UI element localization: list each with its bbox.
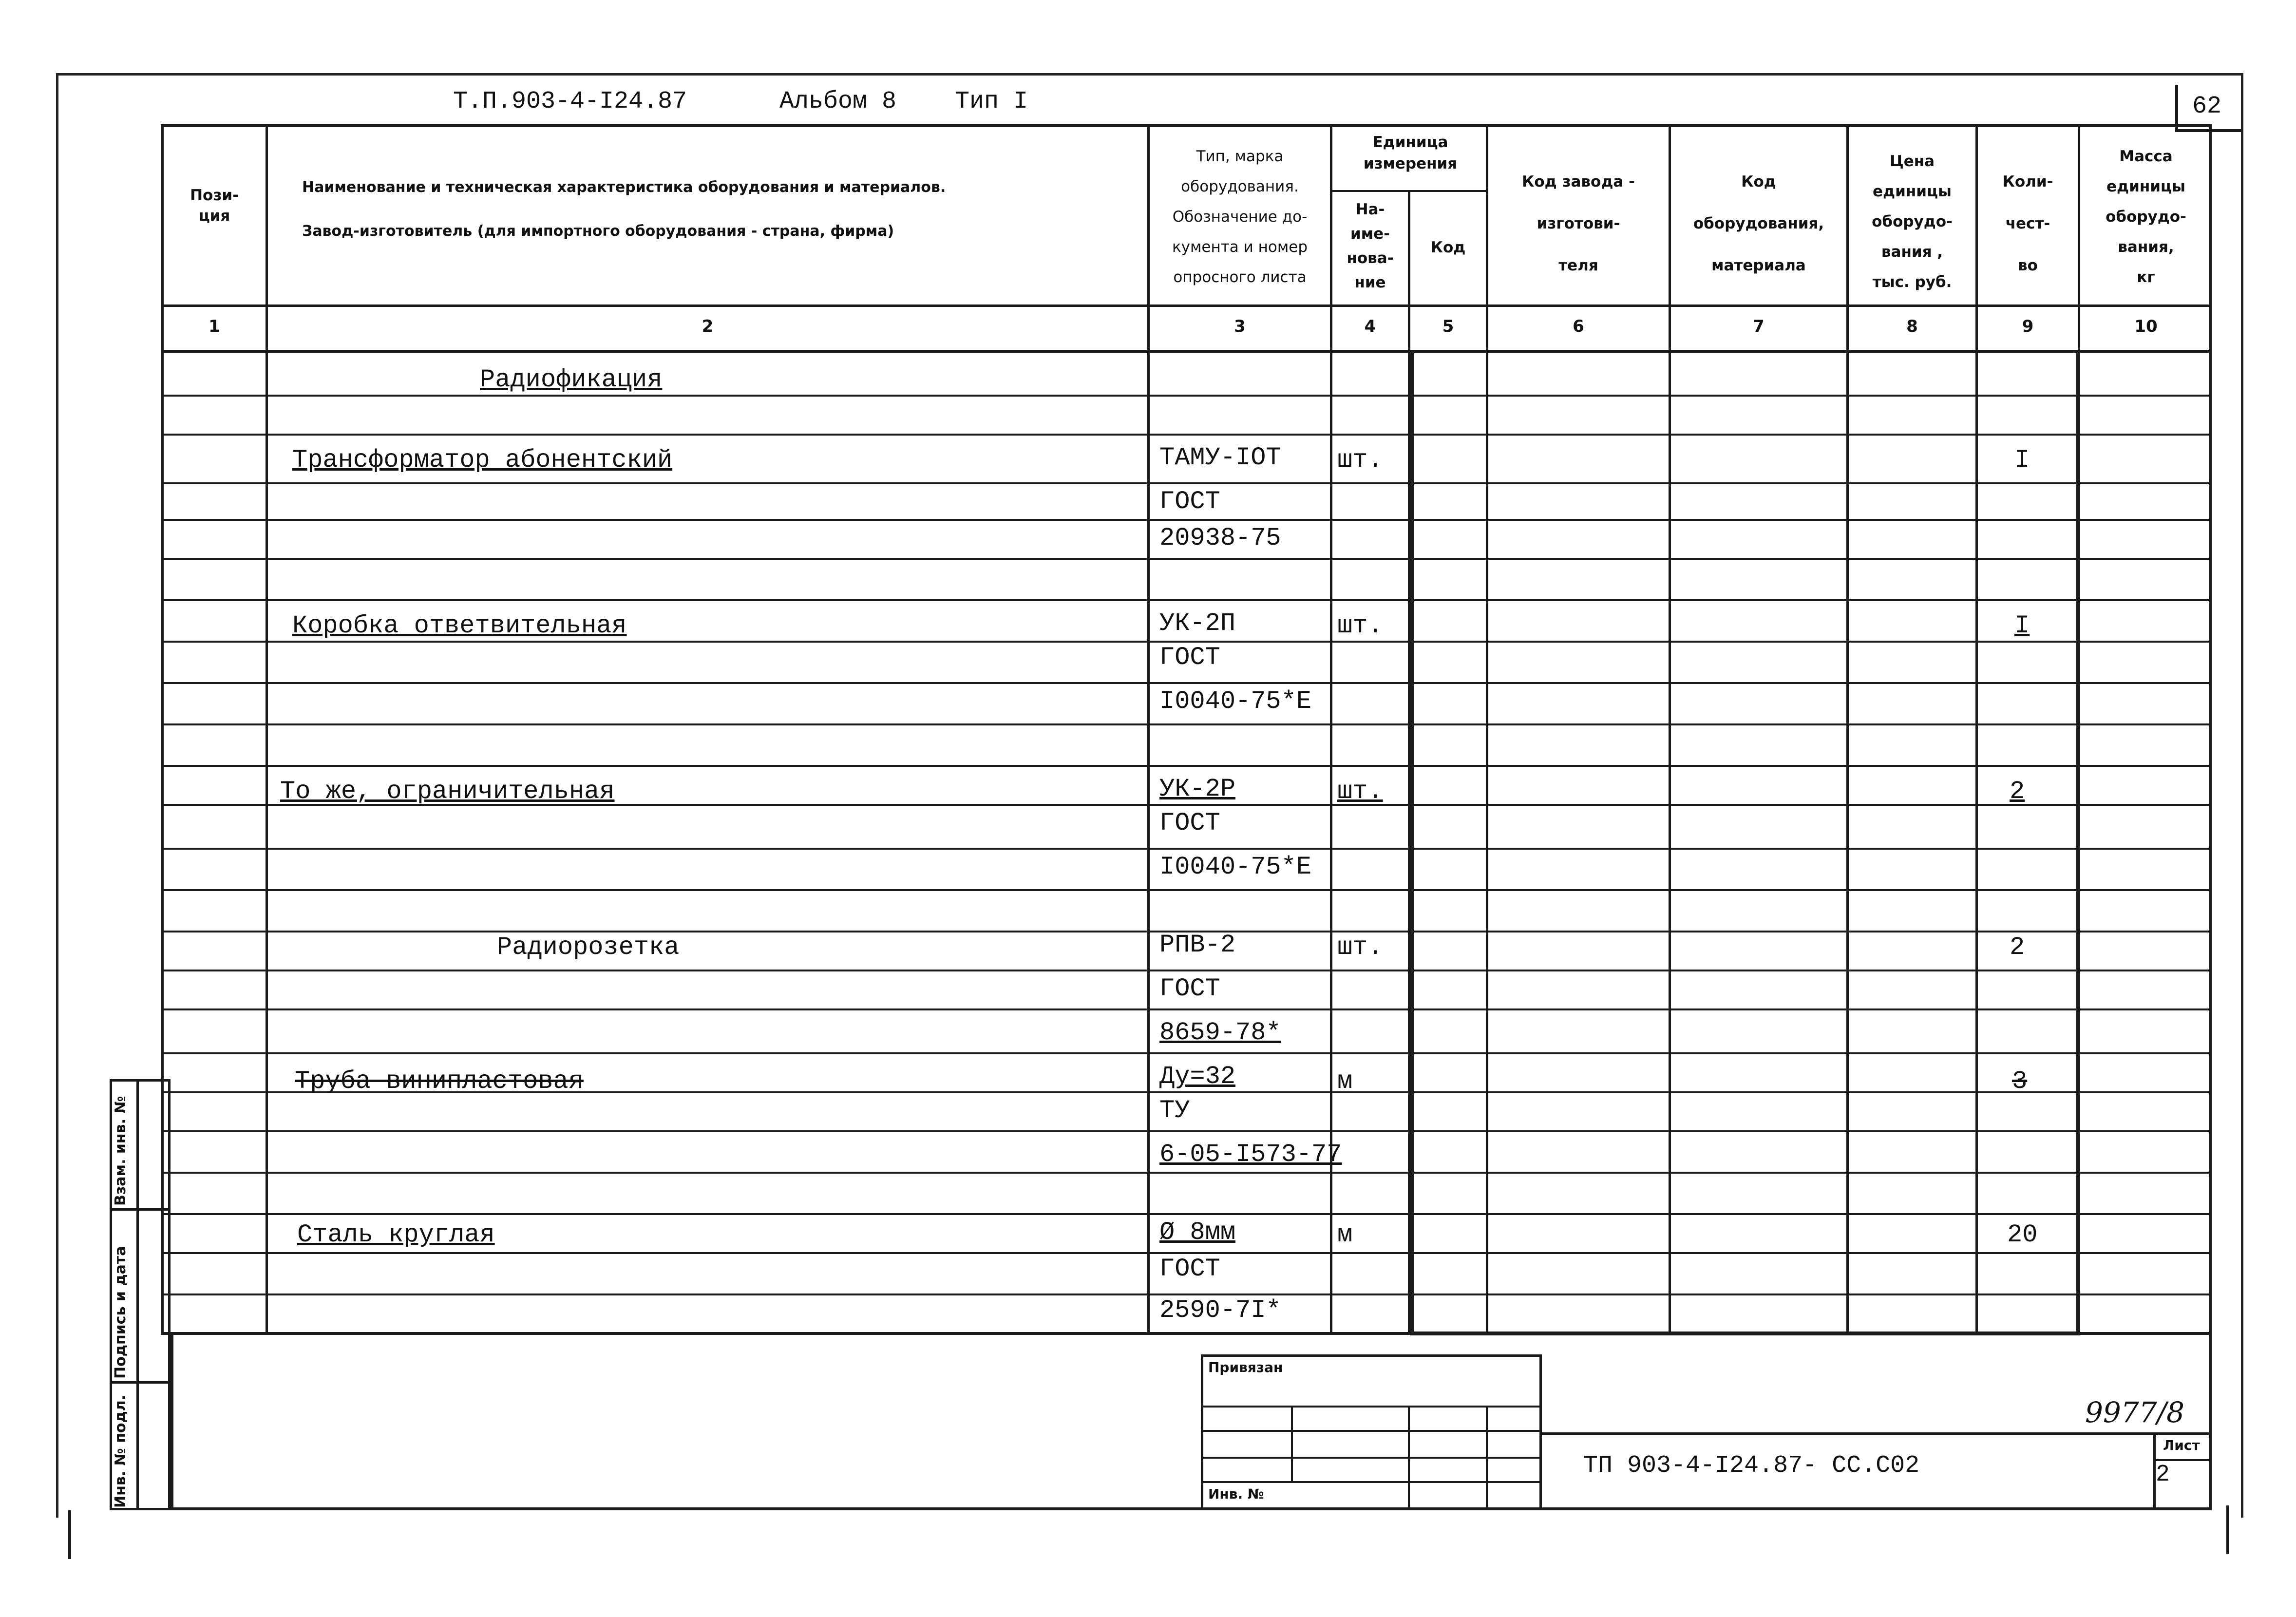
item-unit: м	[1337, 1067, 1353, 1096]
colnum-2: 2	[702, 317, 714, 336]
colnum-3: 3	[1234, 317, 1246, 336]
item-type-std: ГОСТ	[1159, 1255, 1220, 1283]
item-type-std: ГОСТ	[1159, 809, 1220, 837]
hdr-mass: Масса единицы оборудо- вания, кг	[2106, 148, 2186, 286]
item-name: Радиорозетка	[497, 933, 680, 962]
item-qty: I	[2014, 611, 2030, 640]
item-unit: шт.	[1337, 777, 1383, 806]
type-label: Тип I	[955, 88, 1028, 115]
colnum-4: 4	[1364, 317, 1376, 336]
item-type-num: 6-05-I573-77	[1159, 1140, 1342, 1169]
item-name: Сталь круглая	[297, 1220, 495, 1249]
hdr-name: Наименование и техническая характеристика оборудования и материалов. Завод-изготовитель (для импортного оборудования - страна, фирма)	[302, 179, 946, 240]
bottom-stamp-frame	[171, 1335, 2212, 1510]
colnum-7: 7	[1753, 317, 1765, 336]
item-name: Труба винипластовая	[295, 1067, 584, 1096]
hdr-unit-code: Код	[1430, 239, 1466, 256]
colnum-1: 1	[209, 317, 220, 336]
item-qty: I	[2014, 446, 2030, 475]
sheet-label: Лист	[2163, 1437, 2200, 1453]
hdr-unit-group: Единица измерения	[1363, 133, 1458, 172]
colnum-6: 6	[1573, 317, 1584, 336]
hdr-price: Цена единицы оборудо- вания , тыс. руб.	[1872, 152, 1953, 291]
side-label-replace-inv: Взам. инв. №	[112, 1096, 129, 1206]
item-unit: шт.	[1337, 933, 1383, 962]
item-unit: шт.	[1337, 611, 1383, 640]
page-number: 62	[2192, 93, 2222, 120]
item-name: Коробка ответвительная	[292, 611, 627, 640]
item-type: УК-2Р	[1159, 775, 1236, 803]
item-type: УК-2П	[1159, 609, 1236, 638]
item-type: Ду=32	[1159, 1062, 1236, 1091]
item-name: То же, ограничительная	[280, 777, 615, 806]
item-type: РПВ-2	[1159, 931, 1236, 959]
item-type-num: 8659-78*	[1159, 1018, 1281, 1047]
hdr-type: Тип, марка оборудования. Обозначение до- кумента и номер опросного листа	[1172, 148, 1308, 286]
handwritten-code: 9977/8	[2085, 1396, 2185, 1429]
album-label: Альбом 8	[779, 88, 897, 115]
colnum-9: 9	[2022, 317, 2034, 336]
item-type: ТАМУ-IОТ	[1159, 443, 1281, 472]
hdr-equipment-code: Код оборудования, материала	[1693, 173, 1824, 274]
item-unit: шт.	[1337, 446, 1383, 475]
colnum-5: 5	[1442, 317, 1454, 336]
item-unit: м	[1337, 1220, 1353, 1249]
item-qty: 3	[2012, 1067, 2028, 1096]
item-qty: 20	[2007, 1220, 2038, 1249]
item-type: Ø 8мм	[1159, 1218, 1236, 1247]
inv-no-label: Инв. №	[1208, 1486, 1264, 1502]
item-type-num: 20938-75	[1159, 524, 1281, 552]
item-name: Трансформатор абонентский	[292, 446, 673, 475]
hdr-factory-code: Код завода - изготови- теля	[1522, 173, 1635, 274]
project-code: Т.П.903-4-I24.87	[453, 88, 687, 115]
item-type-std: ГОСТ	[1159, 643, 1220, 672]
colnum-10: 10	[2134, 317, 2158, 336]
side-label-inv-original: Инв. № подл.	[112, 1394, 129, 1508]
item-type-num: I0040-75*Е	[1159, 853, 1312, 881]
colnum-8: 8	[1906, 317, 1918, 336]
item-type-std: ГОСТ	[1159, 487, 1220, 516]
document-code: ТП 903-4-I24.87- СС.С02	[1583, 1452, 1920, 1480]
bound-label: Привязан	[1208, 1359, 1283, 1375]
item-type-num: 2590-7I*	[1159, 1296, 1281, 1325]
item-qty: 2	[2010, 777, 2025, 806]
sheet-number: 2	[2156, 1462, 2170, 1488]
section-title: Радиофикация	[480, 365, 663, 394]
hdr-unit-name: На- име- нова- ние	[1347, 201, 1394, 291]
item-type-std: ГОСТ	[1159, 974, 1220, 1003]
side-label-signature-date: Подпись и дата	[112, 1246, 129, 1379]
hdr-quantity: Коли- чест- во	[2002, 173, 2053, 274]
item-qty: 2	[2010, 933, 2025, 962]
hdr-position: Пози- ция	[190, 187, 239, 225]
item-type-std: ТУ	[1159, 1096, 1190, 1125]
item-type-num: I0040-75*Е	[1159, 687, 1312, 716]
